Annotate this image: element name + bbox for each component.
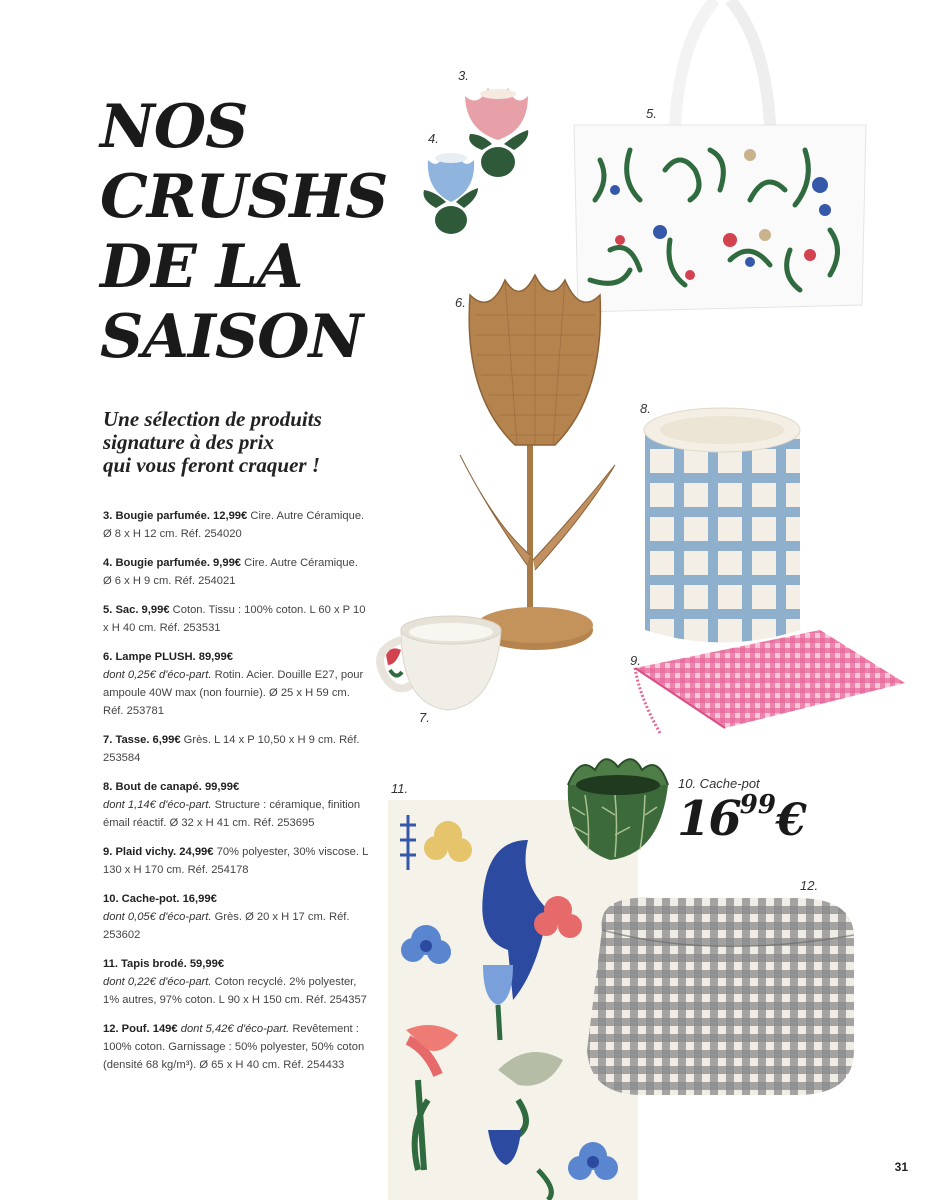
product-item xyxy=(103,890,368,944)
product-eco: dont 1,14€ d'éco-part. xyxy=(103,799,212,811)
cabbage-planter-icon xyxy=(560,745,675,865)
product-item xyxy=(103,778,368,832)
product-item xyxy=(103,601,368,637)
product-item xyxy=(103,955,368,1009)
wicker-tulip-lamp-icon xyxy=(455,275,625,665)
product-list xyxy=(103,507,368,1085)
title-line: NOS xyxy=(100,92,248,162)
product-name: 7. Tasse. 6,99€ xyxy=(103,734,181,746)
label-9: 9. xyxy=(630,653,641,668)
product-name: 12. Pouf. 149€ xyxy=(103,1023,178,1035)
product-name: 11. Tapis brodé. 59,99€ xyxy=(103,958,225,970)
product-desc: Coton. Tissu : 100% coton. L 60 x P 10 x H 40 cm. Réf. 253531 xyxy=(103,604,366,634)
title-line: SAISON xyxy=(100,302,363,372)
product-item xyxy=(103,507,368,543)
label-3: 3. xyxy=(458,68,469,83)
label-11: 11. xyxy=(391,781,409,796)
gingham-side-table-icon xyxy=(640,405,805,655)
price-euros: 16 xyxy=(677,791,740,847)
product-item xyxy=(103,843,368,879)
product-item xyxy=(103,1020,368,1074)
label-12: 12. xyxy=(800,878,819,893)
product-name: 9. Plaid vichy. 24,99€ xyxy=(103,846,214,858)
product-desc: Grès. Ø 20 x H 17 cm. Réf. 253602 xyxy=(103,911,350,941)
price-currency: € xyxy=(775,795,807,846)
label-8: 8. xyxy=(640,401,651,416)
product-name: 4. Bougie parfumée. 9,99€ xyxy=(103,557,242,569)
label-4: 4. xyxy=(428,131,439,146)
price-cents: 99 xyxy=(739,790,776,820)
product-item xyxy=(103,554,368,590)
product-item xyxy=(103,648,368,720)
subtitle-line: Une sélection de produits xyxy=(103,407,322,431)
pink-gingham-throw-icon xyxy=(630,628,910,738)
product-name: 3. Bougie parfumée. 12,99€ xyxy=(103,510,248,522)
label-10: 10. Cache-pot xyxy=(678,776,760,791)
product-desc: Cire. Autre Céramique. Ø 8 x H 12 cm. Réf. 254020 xyxy=(103,510,365,540)
product-desc: Revêtement : 100% coton. Garnissage : 50% polyester, 50% coton (densité 68 kg/m³). Ø 65 x H 40 cm. Réf. 254433 xyxy=(103,1023,365,1071)
tulip-cup-icon xyxy=(376,610,506,715)
subtitle-line: qui vous feront craquer ! xyxy=(103,453,321,477)
title-line: DE LA xyxy=(100,232,303,302)
product-desc: Grès. L 14 x P 10,50 x H 9 cm. Réf. 253584 xyxy=(103,734,360,764)
product-name: 10. Cache-pot. 16,99€ xyxy=(103,893,217,905)
product-eco: dont 0,25€ d'éco-part. xyxy=(103,669,212,681)
page-number: 31 xyxy=(894,1160,908,1174)
tulip-candle-pink-icon xyxy=(460,78,535,183)
product-eco: dont 0,22€ d'éco-part. xyxy=(103,976,212,988)
label-7: 7. xyxy=(419,710,430,725)
label-5: 5. xyxy=(646,106,657,121)
product-item xyxy=(103,731,368,767)
price-tag xyxy=(677,790,807,847)
product-desc: Structure : céramique, finition émail réactif. Ø 32 x H 41 cm. Réf. 253695 xyxy=(103,799,361,829)
product-desc: Cire. Autre Céramique. Ø 6 x H 9 cm. Réf. 254021 xyxy=(103,557,358,587)
product-desc: Coton recyclé. 2% polyester, 1% autres, 97% coton. L 90 x H 150 cm. Réf. 254357 xyxy=(103,976,367,1006)
subtitle-line: signature à des prix xyxy=(103,430,274,454)
title-line: CRUSHS xyxy=(100,162,388,232)
product-eco: dont 0,05€ d'éco-part. xyxy=(103,911,212,923)
subtitle xyxy=(103,408,403,477)
gingham-pouf-icon xyxy=(582,890,862,1100)
product-desc: Rotin. Acier. Douille E27, pour ampoule 40W max (non fournie). Ø 25 x H 59 cm. Réf. 253781 xyxy=(103,669,364,717)
product-desc: 70% polyester, 30% viscose. L 130 x H 170 cm. Réf. 254178 xyxy=(103,846,368,876)
product-eco: dont 5,42€ d'éco-part. xyxy=(180,1023,290,1035)
page-title xyxy=(100,92,400,372)
product-name: 5. Sac. 9,99€ xyxy=(103,604,170,616)
label-6: 6. xyxy=(455,295,466,310)
product-name: 8. Bout de canapé. 99,99€ xyxy=(103,781,240,793)
product-name: 6. Lampe PLUSH. 89,99€ xyxy=(103,651,233,663)
embroidered-tote-bag-icon xyxy=(570,0,870,315)
